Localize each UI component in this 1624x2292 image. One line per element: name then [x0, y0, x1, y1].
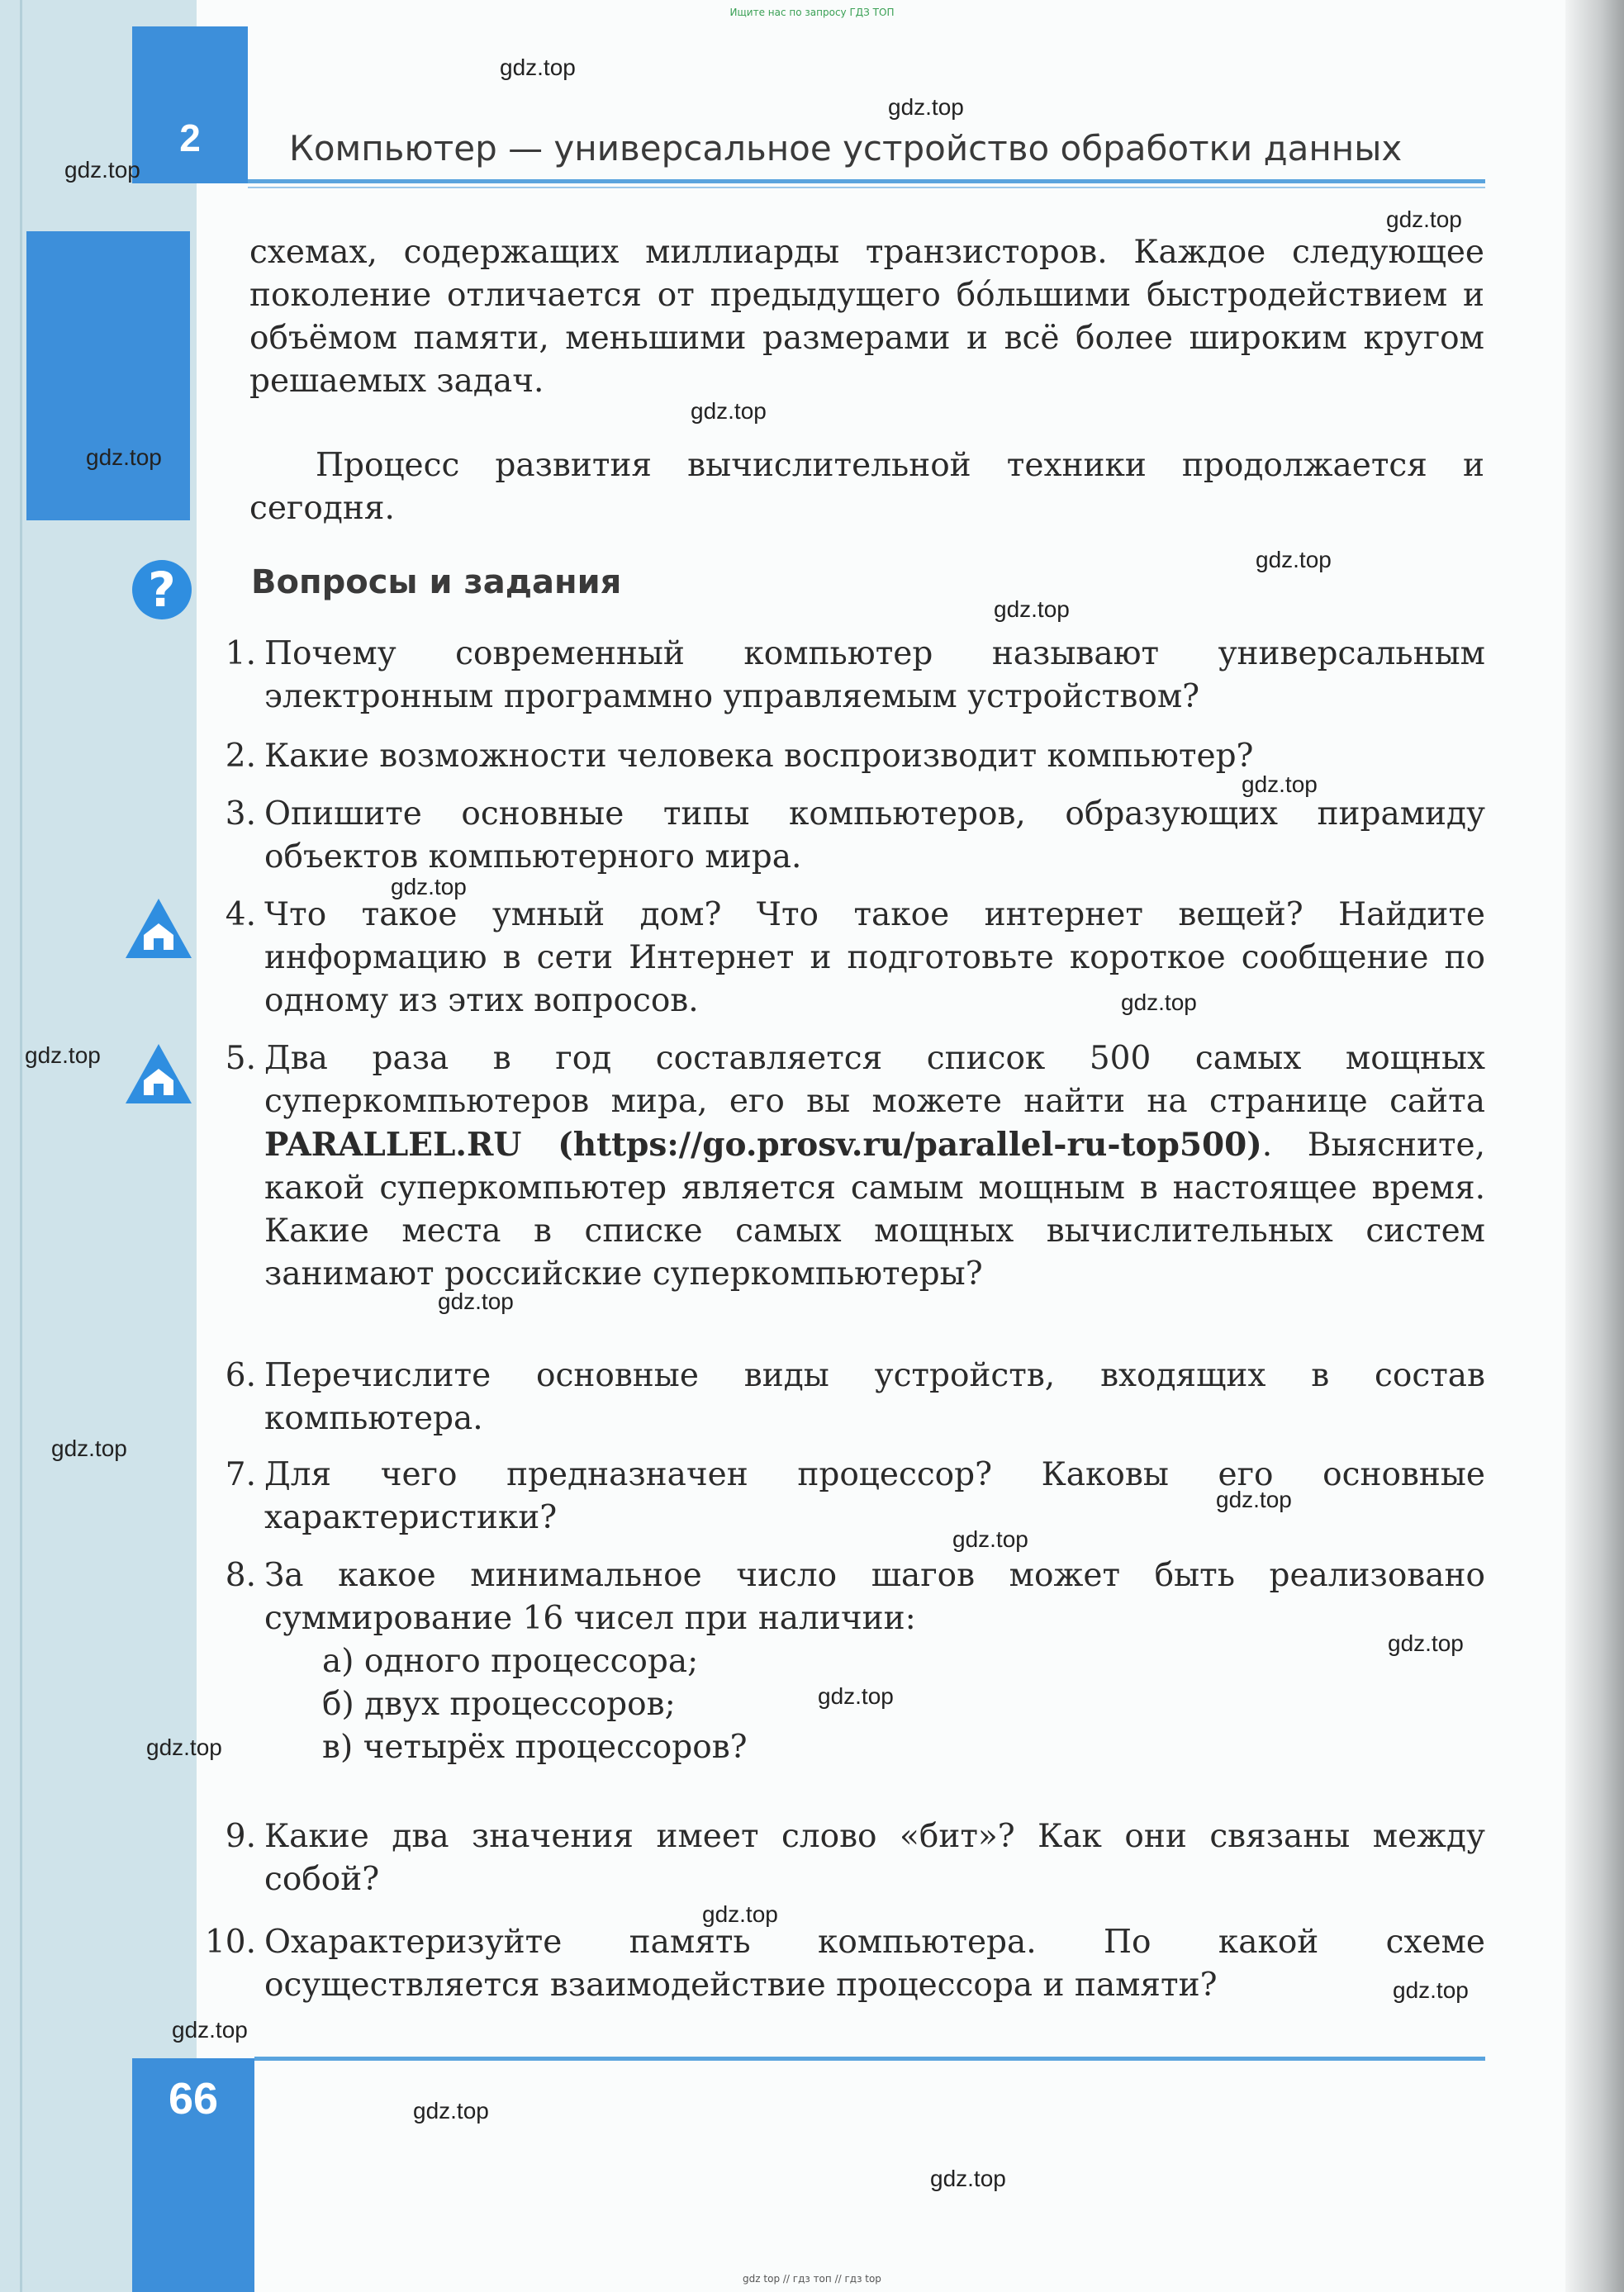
- question-item: [225, 1815, 1485, 1901]
- watermark: gdz.top: [86, 444, 162, 470]
- question-text: Перечислите основные виды устройств, входящих в состав компьютера.: [264, 1357, 1485, 1437]
- watermark: gdz.top: [888, 94, 964, 120]
- chapter-number: 2: [179, 116, 201, 159]
- header-rule: [248, 179, 1485, 183]
- paragraph-1: [249, 231, 1484, 403]
- footer-rule: [254, 2057, 1485, 2061]
- question-number: 6.: [225, 1357, 256, 1394]
- question-text-part-1: Два раза в год составляется список 500 самых мощных суперкомпьютеров мира, его вы можете найти на странице сайта: [264, 1040, 1485, 1120]
- question-text: Какие возможности человека воспроизводит компьютер?: [264, 738, 1254, 775]
- paragraph-1-text: схемах, содержащих миллиарды транзисторов. Каждое следующее поколение отличается от предыдущего бо́льшими быстродействием и объёмом памяти, меньшими размерами и всё более широким кругом решаемых задач.: [249, 234, 1484, 400]
- question-item: [225, 894, 1485, 1023]
- watermark: gdz.top: [1393, 1977, 1469, 2003]
- page-number: 66: [168, 2074, 219, 2124]
- watermark: gdz.top: [438, 1288, 514, 1314]
- watermark: gdz.top: [702, 1901, 778, 1927]
- question-number: 8.: [225, 1557, 256, 1594]
- watermark: gdz.top: [1216, 1487, 1292, 1512]
- bottom-note: gdz top // гдз топ // гдз top: [743, 2273, 881, 2285]
- question-item: [225, 793, 1485, 879]
- question-text: Почему современный компьютер называют универсальным электронным программно управляемым устройством?: [264, 635, 1485, 715]
- question-text: Что такое умный дом? Что такое интернет вещей? Найдите информацию в сети Интернет и подготовьте короткое сообщение по одному из этих вопросов.: [264, 896, 1485, 1019]
- question-text-part-2: . Выясните, какой суперкомпьютер является самым мощным в настоящее время. Какие места в списке самых мощных вычислительных систем занимают российские суперкомпьютеры?: [264, 1127, 1485, 1293]
- question-number: 3.: [225, 795, 256, 833]
- question-item: [204, 1921, 1485, 2007]
- question-item: [225, 1355, 1485, 1440]
- question-text: Охарактеризуйте память компьютера. По какой схеме осуществляется взаимодействие процессора и памяти?: [264, 1924, 1485, 2004]
- top-search-note: Ищите нас по запросу ГДЗ ТОП: [729, 7, 895, 18]
- watermark: gdz.top: [818, 1683, 894, 1709]
- question-item: [225, 1454, 1485, 1540]
- question-text: Какие два значения имеет слово «бит»? Как они связаны между собой?: [264, 1818, 1485, 1898]
- question-number: 7.: [225, 1456, 256, 1493]
- question-number: 4.: [225, 896, 256, 933]
- watermark: gdz.top: [1242, 771, 1318, 797]
- header-rule-thin: [248, 187, 1485, 188]
- watermark: gdz.top: [994, 596, 1070, 622]
- watermark: gdz.top: [1256, 547, 1332, 572]
- watermark: gdz.top: [1388, 1630, 1464, 1656]
- question-item: [225, 1554, 1485, 1769]
- question-number: 2.: [225, 738, 256, 775]
- left-margin-edge: [20, 0, 22, 2292]
- question-text: За какое минимальное число шагов может быть реализовано суммирование 16 чисел при наличии:: [264, 1557, 1485, 1637]
- section-title: Вопросы и задания: [251, 563, 622, 601]
- watermark: gdz.top: [1386, 206, 1462, 232]
- watermark: gdz.top: [25, 1042, 101, 1068]
- watermark: gdz.top: [691, 398, 767, 424]
- question-number: 1.: [225, 635, 256, 672]
- question-item: [225, 1037, 1485, 1296]
- question-text: Для чего предназначен процессор? Каковы его основные характеристики?: [264, 1456, 1485, 1536]
- watermark: gdz.top: [1121, 989, 1197, 1015]
- question-link: PARALLEL.RU (https://go.prosv.ru/parallel-ru-top500): [264, 1126, 1262, 1164]
- question-item: [225, 633, 1485, 719]
- watermark: gdz.top: [391, 874, 467, 899]
- question-number: 10.: [204, 1924, 256, 1961]
- question-number: 9.: [225, 1818, 256, 1855]
- question-icon: ?: [132, 560, 192, 619]
- question-option: а) одного процессора;: [322, 1643, 699, 1680]
- question-number: 5.: [225, 1040, 256, 1077]
- watermark: gdz.top: [413, 2098, 489, 2124]
- watermark: gdz.top: [500, 55, 576, 80]
- chapter-title: Компьютер — универсальное устройство обработки данных: [289, 128, 1403, 168]
- watermark: gdz.top: [952, 1526, 1028, 1552]
- watermark: gdz.top: [64, 157, 140, 183]
- margin-blue-block: [26, 231, 190, 520]
- question-text: Опишите основные типы компьютеров, образующих пирамиду объектов компьютерного мира.: [264, 795, 1485, 876]
- page-gutter-shadow: [1565, 0, 1624, 2292]
- paragraph-2-text: Процесс развития вычислительной техники продолжается и сегодня.: [249, 447, 1484, 527]
- watermark: gdz.top: [930, 2166, 1006, 2191]
- question-option: в) четырёх процессоров?: [322, 1729, 748, 1766]
- watermark: gdz.top: [172, 2017, 248, 2043]
- question-option: б) двух процессоров;: [322, 1686, 676, 1723]
- paragraph-2: [249, 444, 1484, 530]
- watermark: gdz.top: [146, 1734, 222, 1760]
- watermark: gdz.top: [51, 1435, 127, 1461]
